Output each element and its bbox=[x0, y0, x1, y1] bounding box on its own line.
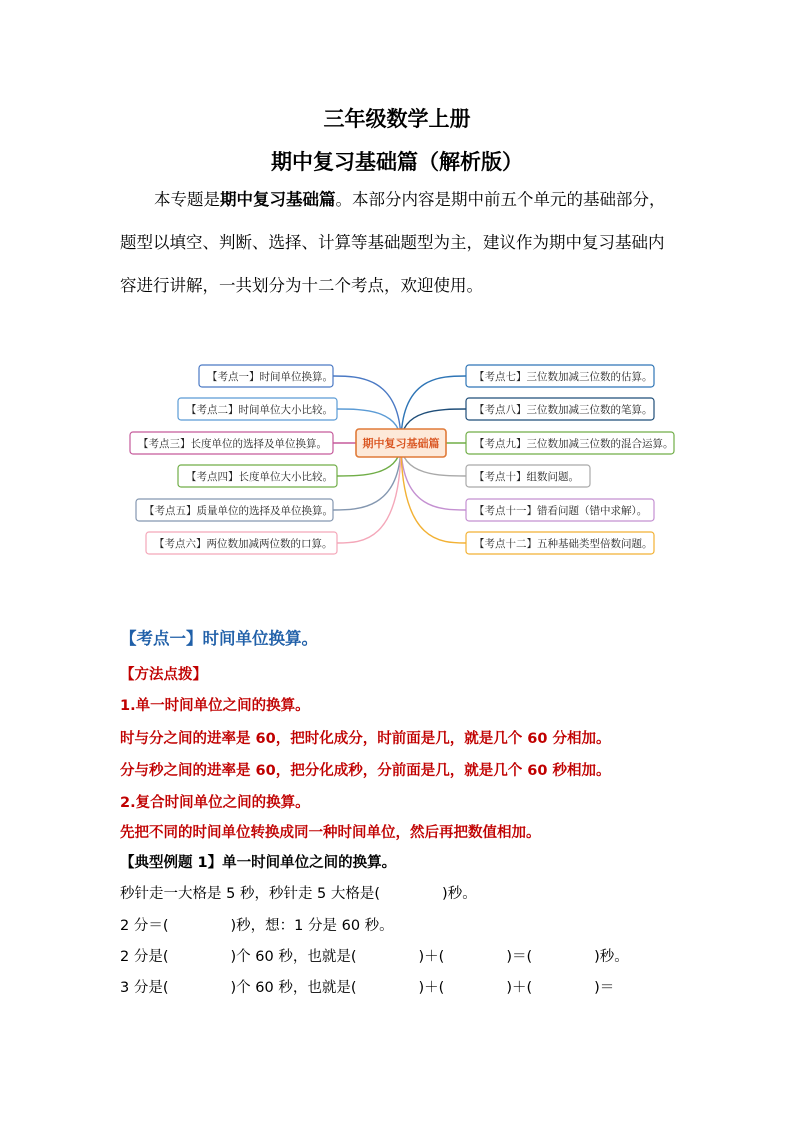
mind-map-node-left bbox=[136, 499, 333, 521]
document-subtitle: 期中复习基础篇（解析版） bbox=[271, 150, 523, 174]
document-title: 三年级数学上册 bbox=[323, 107, 471, 131]
question-2 bbox=[120, 914, 394, 935]
mind-map-node-left bbox=[178, 398, 337, 420]
mind-map-node-left bbox=[178, 465, 337, 487]
mind-map-connector bbox=[337, 443, 401, 543]
q1-text-a: 秒针走一大格是 5 秒，秒针走 5 大格是( bbox=[120, 886, 381, 902]
intro-text-1: 本专题是 bbox=[154, 190, 220, 209]
mind-map-node-left bbox=[199, 365, 333, 387]
mind-map-connector bbox=[401, 443, 466, 543]
q3-text-d: )＝( bbox=[506, 949, 533, 965]
q2-text-a: 2 分＝( bbox=[120, 918, 169, 934]
mind-map-node-label: 【考点四】长度单位大小比较。 bbox=[186, 471, 333, 483]
q4-text-e: )＝ bbox=[594, 980, 615, 996]
mind-map-node-label: 【考点一】时间单位换算。 bbox=[207, 371, 333, 383]
mind-map-node-right bbox=[466, 465, 590, 487]
example-title: 【典型例题 1】单一时间单位之间的换算。 bbox=[120, 855, 397, 871]
mind-map-node-right bbox=[466, 432, 674, 454]
question-3 bbox=[120, 945, 629, 966]
question-1 bbox=[120, 882, 477, 903]
q1-text-b: )秒。 bbox=[442, 886, 477, 902]
intro-text-2: 。本部分内容是期中前五个单元的基础部分，题型以填空、判断、选择、计算等基础题型为主，建议作为期中复习基础内容进行讲解，一共划分为十二个考点，欢迎使用。 bbox=[120, 190, 666, 295]
method-point-5: 先把不同的时间单位转换成同一种时间单位，然后再把数值相加。 bbox=[120, 825, 541, 841]
q4-text-d: )＋( bbox=[506, 980, 533, 996]
mind-map-node-left bbox=[130, 432, 333, 454]
mind-map-node-label: 【考点十二】五种基础类型倍数问题。 bbox=[474, 538, 653, 550]
section-heading: 【考点一】时间单位换算。 bbox=[120, 629, 318, 648]
mind-map-node-right bbox=[466, 398, 654, 420]
mind-map-center-label: 期中复习基础篇 bbox=[362, 437, 440, 450]
mind-map-node-left bbox=[146, 532, 337, 554]
mind-map-node-label: 【考点七】三位数加减三位数的估算。 bbox=[474, 371, 653, 383]
q3-text-e: )秒。 bbox=[594, 949, 629, 965]
mind-map-node-right bbox=[466, 365, 654, 387]
method-point-3: 分与秒之间的进率是 60，把分化成秒，分前面是几，就是几个 60 秒相加。 bbox=[120, 763, 611, 779]
q4-text-c: )＋( bbox=[418, 980, 445, 996]
question-4 bbox=[120, 976, 614, 997]
mind-map-center-node bbox=[356, 429, 446, 457]
method-point-4: 2.复合时间单位之间的换算。 bbox=[120, 795, 310, 811]
q4-text-a: 3 分是( bbox=[120, 980, 169, 996]
method-point-1: 1.单一时间单位之间的换算。 bbox=[120, 698, 310, 714]
mind-map-node-label: 【考点十一】错看问题（错中求解）。 bbox=[474, 505, 648, 517]
mind-map-node-label: 【考点三】长度单位的选择及单位换算。 bbox=[138, 438, 327, 450]
mind-map-node-label: 【考点八】三位数加减三位数的笔算。 bbox=[474, 404, 653, 416]
q3-text-c: )＋( bbox=[418, 949, 445, 965]
mind-map-node-label: 【考点九】三位数加减三位数的混合运算。 bbox=[474, 438, 674, 450]
method-point-2: 时与分之间的进率是 60，把时化成分，时前面是几，就是几个 60 分相加。 bbox=[120, 731, 611, 747]
mind-map-node-label: 【考点十】组数问题。 bbox=[474, 471, 579, 483]
mind-map-node-label: 【考点二】时间单位大小比较。 bbox=[186, 404, 333, 416]
q3-text-a: 2 分是( bbox=[120, 949, 169, 965]
mind-map-node-right bbox=[466, 532, 654, 554]
intro-bold: 期中复习基础篇 bbox=[220, 190, 336, 209]
mind-map-node-label: 【考点五】质量单位的选择及单位换算。 bbox=[144, 505, 333, 517]
q3-text-b: )个 60 秒，也就是( bbox=[230, 949, 357, 965]
q4-text-b: )个 60 秒，也就是( bbox=[230, 980, 357, 996]
mind-map-node-right bbox=[466, 499, 654, 521]
method-title: 【方法点拨】 bbox=[120, 667, 207, 683]
mind-map-node-label: 【考点六】两位数加减两位数的口算。 bbox=[154, 538, 333, 550]
q2-text-b: )秒，想：1 分是 60 秒。 bbox=[230, 918, 394, 934]
